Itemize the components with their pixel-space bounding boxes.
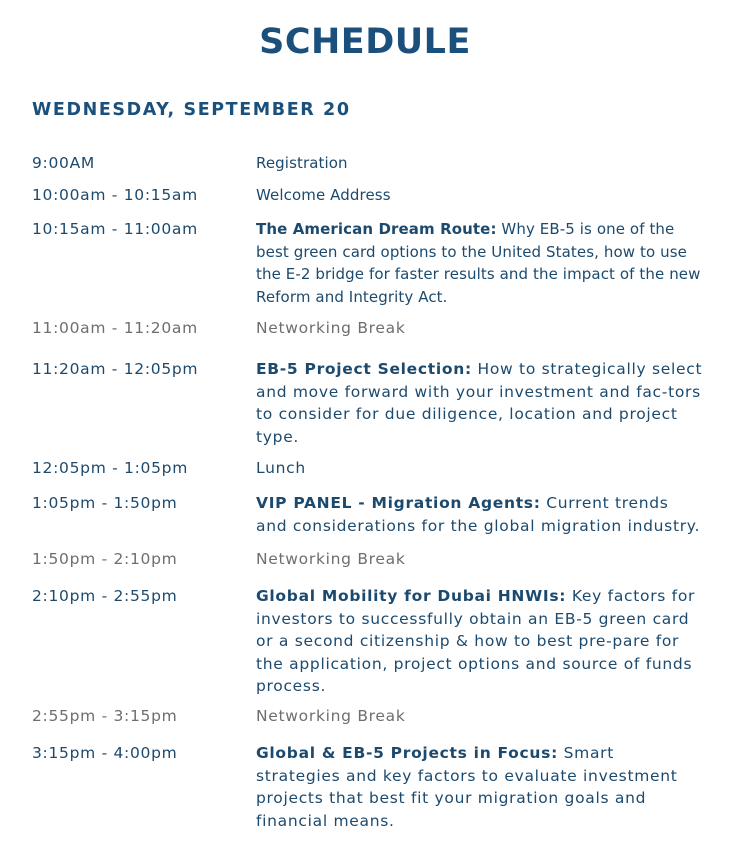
session-time: 10:15am - 11:00am xyxy=(32,220,198,238)
session-time: 2:10pm - 2:55pm xyxy=(32,587,178,605)
session-time: 11:20am - 12:05pm xyxy=(32,360,199,378)
session-text: Networking Break xyxy=(256,319,406,337)
session-description xyxy=(256,184,704,207)
session-text: Smart strategies and key factors to evaluate investment projects that best fit your migration goals and financial means. xyxy=(256,744,678,830)
page-title: SCHEDULE xyxy=(259,22,471,62)
session-title: Global Mobility for Dubai HNWIs: xyxy=(256,587,567,605)
session-text: Why EB-5 is one of the best green card options to the United States, how to use the E-2 bridge for faster results and the impact of the new Reform and Integrity Act. xyxy=(256,220,701,306)
session-time: 1:50pm - 2:10pm xyxy=(32,550,178,568)
session-description xyxy=(256,585,704,698)
session-description xyxy=(256,705,704,728)
session-title: Global & EB-5 Projects in Focus: xyxy=(256,744,558,762)
session-description xyxy=(256,218,704,308)
session-text: Welcome Address xyxy=(256,186,391,204)
session-time: 1:05pm - 1:50pm xyxy=(32,494,178,512)
session-time: 9:00AM xyxy=(32,154,95,172)
session-title: VIP PANEL - Migration Agents: xyxy=(256,494,541,512)
session-time: 11:00am - 11:20am xyxy=(32,319,198,337)
session-text: How to strategically select and move forward with your investment and fac-tors to consider for due diligence, location and project type. xyxy=(256,360,703,446)
session-text: Registration xyxy=(256,154,348,172)
session-description xyxy=(256,492,704,537)
session-time: 2:55pm - 3:15pm xyxy=(32,707,178,725)
session-description xyxy=(256,548,704,571)
session-text: Current trends and considerations for the global migration industry. xyxy=(256,494,701,535)
session-time: 12:05pm - 1:05pm xyxy=(32,459,188,477)
session-description xyxy=(256,457,704,480)
session-text: Lunch xyxy=(256,459,306,477)
session-description xyxy=(256,358,704,448)
session-text: Networking Break xyxy=(256,550,406,568)
session-title: EB-5 Project Selection: xyxy=(256,360,472,378)
session-description xyxy=(256,152,704,175)
session-description xyxy=(256,317,704,340)
session-description xyxy=(256,742,704,832)
session-time: 3:15pm - 4:00pm xyxy=(32,744,178,762)
session-time: 10:00am - 10:15am xyxy=(32,186,198,204)
day-heading: WEDNESDAY, SEPTEMBER 20 xyxy=(32,100,351,120)
session-text: Networking Break xyxy=(256,707,406,725)
session-text: Key factors for investors to successfully obtain an EB-5 green card or a second citizenship & how to best pre-pare for the application, project options and source of funds process. xyxy=(256,587,696,695)
session-title: The American Dream Route: xyxy=(256,220,497,238)
